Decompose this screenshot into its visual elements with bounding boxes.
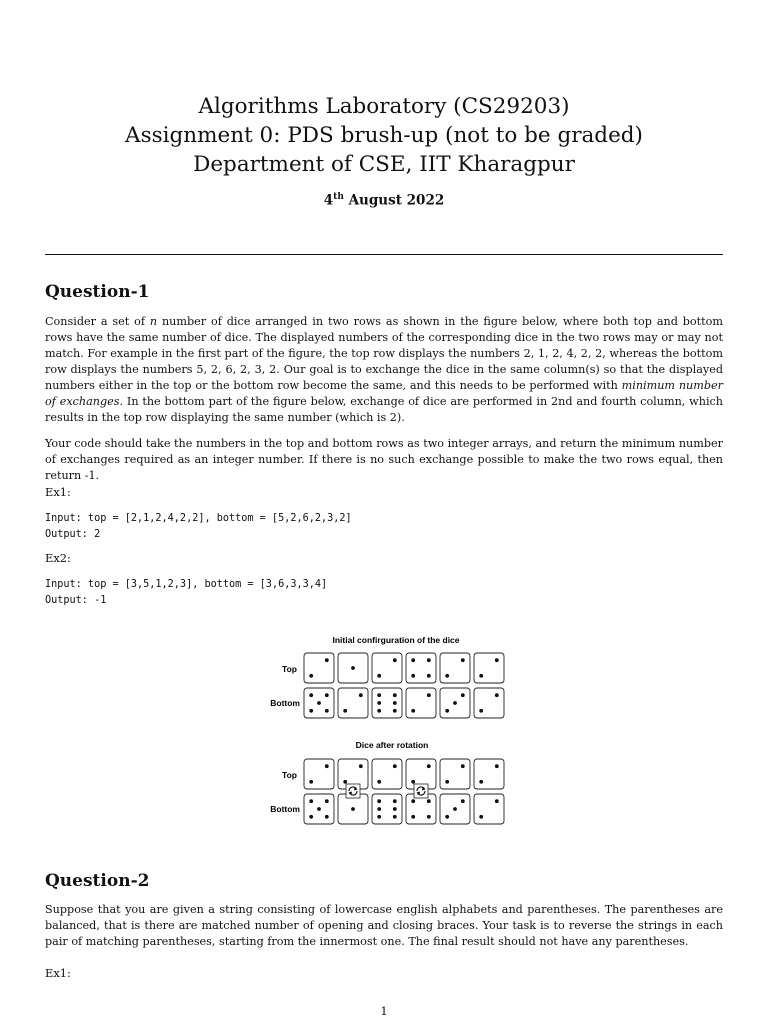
die-pip	[325, 799, 329, 803]
die-pip	[377, 693, 381, 697]
die-pip	[445, 709, 449, 713]
die-outline	[440, 759, 470, 789]
question-1-heading: Question-1	[45, 282, 150, 302]
die-pip	[427, 674, 431, 678]
die-pip	[479, 815, 483, 819]
die-pip	[461, 658, 465, 662]
q1-para1-emphasis: minimum number of exchanges	[45, 379, 723, 408]
die-pip	[393, 807, 397, 811]
die-pip	[393, 764, 397, 768]
page-number: 1	[380, 1004, 388, 1018]
figure-label-top-1: Top	[282, 664, 297, 674]
die-pip	[317, 701, 321, 705]
die-outline	[474, 794, 504, 824]
q1-example-1-code	[45, 511, 352, 542]
die-pip	[427, 693, 431, 697]
die-pip	[343, 709, 347, 713]
die-pip	[309, 780, 313, 784]
q1-example-2-output: Output: -1	[45, 594, 107, 606]
swap-icon	[346, 784, 360, 798]
die-pip	[411, 674, 415, 678]
initial-bottom-die-6	[474, 688, 504, 718]
die-pip	[393, 701, 397, 705]
q1-para1-n: n	[149, 315, 158, 328]
figure-label-top-2: Top	[282, 770, 297, 780]
die-outline	[474, 759, 504, 789]
die-pip	[359, 693, 363, 697]
die-pip	[461, 799, 465, 803]
die-outline	[372, 688, 402, 718]
die-pip	[495, 658, 499, 662]
q1-example-2-input: Input: top = [3,5,1,2,3], bottom = [3,6,3,3,4]	[45, 579, 328, 590]
initial-top-die-6	[474, 653, 504, 683]
die-outline	[406, 688, 436, 718]
die-pip	[309, 709, 313, 713]
die-outline	[338, 688, 368, 718]
die-pip	[377, 807, 381, 811]
dice-figure	[255, 632, 515, 832]
date-day: 4	[323, 192, 334, 209]
course-title: Algorithms Laboratory (CS29203)	[198, 94, 570, 119]
initial-top-die-2	[338, 653, 368, 683]
q1-example-1-output: Output: 2	[45, 528, 101, 540]
initial-bottom-die-5	[440, 688, 470, 718]
swap-icon-frame	[414, 784, 428, 798]
question-1-paragraph-2: Your code should take the numbers in the top and bottom rows as two integer arrays, and return the minimum number of exchanges required as an integer number. If there is no such exchange possible to make the two rows equal, then return -1.	[45, 437, 723, 482]
die-pip	[411, 780, 415, 784]
die-outline	[304, 759, 334, 789]
rotated-top-die-3	[372, 759, 402, 789]
die-pip	[411, 815, 415, 819]
die-pip	[427, 658, 431, 662]
q1-example-1-label: Ex1:	[45, 485, 71, 499]
die-pip	[393, 658, 397, 662]
rotated-top-die-5	[440, 759, 470, 789]
die-outline	[372, 794, 402, 824]
die-pip	[411, 799, 415, 803]
die-pip	[445, 815, 449, 819]
die-outline	[372, 759, 402, 789]
assignment-title: Assignment 0: PDS brush-up (not to be graded)	[125, 123, 643, 148]
initial-bottom-die-3	[372, 688, 402, 718]
die-pip	[325, 709, 329, 713]
q1-example-1-input: Input: top = [2,1,2,4,2,2], bottom = [5,2,6,2,3,2]	[45, 513, 352, 524]
initial-bottom-die-4	[406, 688, 436, 718]
die-pip	[495, 693, 499, 697]
horizontal-rule	[45, 254, 723, 255]
die-pip	[427, 815, 431, 819]
figure-title-rotated: Dice after rotation	[355, 740, 429, 750]
swap-icon-frame	[346, 784, 360, 798]
rotated-bottom-die-1	[304, 794, 334, 824]
die-outline	[474, 688, 504, 718]
swap-icon	[414, 784, 428, 798]
die-pip	[377, 674, 381, 678]
die-pip	[393, 709, 397, 713]
die-outline	[406, 794, 436, 824]
department-title: Department of CSE, IIT Kharagpur	[193, 152, 575, 177]
die-outline	[440, 653, 470, 683]
q1-para1-part-c: . In the bottom part of the figure below, exchange of dice are performed in 2nd and fourth column, which results in the top row displaying the same number (which is 2).	[45, 395, 723, 424]
die-pip	[351, 807, 355, 811]
die-pip	[427, 799, 431, 803]
die-pip	[393, 815, 397, 819]
die-pip	[325, 693, 329, 697]
die-pip	[309, 815, 313, 819]
figure-label-bottom-2: Bottom	[270, 804, 300, 814]
die-pip	[309, 674, 313, 678]
q1-para1-part-b: number of dice arranged in two rows as shown in the figure below, where both top and bottom rows have the same number of dice. The displayed numbers of the corresponding dice in the two rows may or may not match. For example in the first part of the figure, the top row displays the numbers 2, 1, 2, 4, 2, 2, whereas the bottom row displays the numbers 5, 2, 6, 2, 3, 2. Our goal is to exchange the dice in the same column(s) so that the displayed numbers either in the top or the bottom row become the same, and this needs to be performed with	[45, 315, 723, 392]
die-pip	[445, 780, 449, 784]
question-2-paragraph: Suppose that you are given a string consisting of lowercase english alphabets and parentheses. The parentheses are balanced, that is there are matched number of opening and closing braces. Your task is to reverse the strings in each pair of matching parentheses, starting from the innermost one. The final result should not have any parentheses.	[45, 903, 723, 948]
initial-bottom-die-2	[338, 688, 368, 718]
die-pip	[495, 764, 499, 768]
die-pip	[479, 780, 483, 784]
date-suffix: th	[333, 192, 344, 202]
die-pip	[377, 799, 381, 803]
initial-top-die-3	[372, 653, 402, 683]
die-pip	[377, 701, 381, 705]
die-pip	[325, 764, 329, 768]
initial-top-die-4	[406, 653, 436, 683]
die-pip	[479, 674, 483, 678]
rotated-bottom-die-2	[338, 794, 368, 824]
die-pip	[377, 709, 381, 713]
die-pip	[495, 799, 499, 803]
die-pip	[393, 799, 397, 803]
initial-top-die-1	[304, 653, 334, 683]
die-pip	[479, 709, 483, 713]
q2-example-1-label: Ex1:	[45, 966, 71, 980]
die-pip	[377, 780, 381, 784]
die-pip	[445, 674, 449, 678]
die-pip	[325, 658, 329, 662]
rotated-bottom-die-3	[372, 794, 402, 824]
figure-label-bottom-1: Bottom	[270, 698, 300, 708]
die-pip	[393, 693, 397, 697]
figure-title-initial: Initial confirguration of the dice	[332, 635, 460, 645]
die-outline	[304, 653, 334, 683]
date-rest: August 2022	[343, 192, 445, 209]
initial-top-die-5	[440, 653, 470, 683]
rotated-top-die-1	[304, 759, 334, 789]
rotated-bottom-die-6	[474, 794, 504, 824]
die-pip	[461, 764, 465, 768]
die-pip	[325, 815, 329, 819]
die-pip	[309, 693, 313, 697]
question-2-heading: Question-2	[45, 871, 150, 891]
rotated-bottom-die-4	[406, 794, 436, 824]
date	[0, 192, 768, 209]
die-pip	[411, 709, 415, 713]
rotated-top-die-6	[474, 759, 504, 789]
initial-bottom-die-1	[304, 688, 334, 718]
die-pip	[309, 799, 313, 803]
die-pip	[461, 693, 465, 697]
die-outline	[406, 653, 436, 683]
q1-example-2-code	[45, 577, 327, 608]
die-pip	[427, 764, 431, 768]
die-outline	[474, 653, 504, 683]
die-pip	[317, 807, 321, 811]
die-pip	[359, 764, 363, 768]
die-pip	[351, 666, 355, 670]
die-pip	[377, 815, 381, 819]
q1-example-2-label: Ex2:	[45, 551, 71, 565]
die-outline	[372, 653, 402, 683]
die-pip	[453, 701, 457, 705]
die-pip	[453, 807, 457, 811]
question-1-paragraph-1	[45, 314, 723, 426]
rotated-bottom-die-5	[440, 794, 470, 824]
die-pip	[411, 658, 415, 662]
die-pip	[343, 780, 347, 784]
q1-para1-part-a: Consider a set of	[45, 315, 150, 328]
